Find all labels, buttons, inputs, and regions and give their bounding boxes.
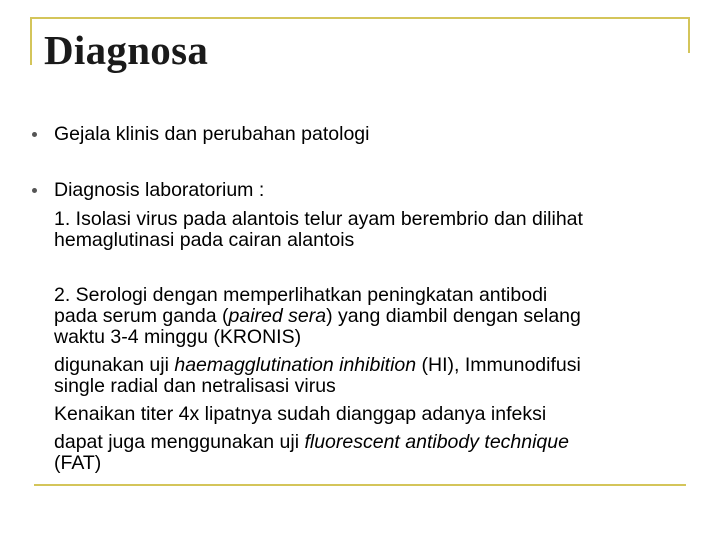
serology-line-8: (FAT)	[54, 452, 102, 474]
paired-sera-term: paired sera	[228, 305, 327, 327]
hi-test-term: haemagglutination inhibition	[174, 354, 417, 376]
slide-title: Diagnosa	[44, 27, 209, 73]
virus-isolation-line-2: hemaglutinasi pada cairan alantois	[54, 229, 355, 251]
serology-line-5: single radial dan netralisasi virus	[54, 375, 336, 397]
serology-line-1: 2. Serologi dengan memperlihatkan peningkatan antibodi	[54, 284, 548, 306]
serology-line-3: waktu 3-4 minggu (KRONIS)	[54, 326, 302, 348]
serology-line-4: digunakan uji haemagglutination inhibition (HI), Immunodifusi	[54, 354, 581, 376]
serology-line-7: dapat juga menggunakan uji fluorescent antibody technique	[54, 431, 569, 453]
bullet-dot	[32, 132, 37, 137]
top-border-line	[30, 17, 690, 19]
serology-line-2: pada serum ganda (paired sera) yang diambil dengan selang	[54, 305, 581, 327]
fat-term: fluorescent antibody technique	[304, 431, 569, 453]
left-border-line	[30, 17, 32, 65]
virus-isolation-line-1: 1. Isolasi virus pada alantois telur ayam berembrio dan dilihat	[54, 208, 583, 230]
right-border-line	[688, 17, 690, 53]
bullet-clinical-signs: Gejala klinis dan perubahan patologi	[54, 123, 370, 145]
bullet-dot	[32, 188, 37, 193]
serology-line-6: Kenaikan titer 4x lipatnya sudah dianggap adanya infeksi	[54, 403, 547, 425]
bullet-lab-diagnosis: Diagnosis laboratorium :	[54, 179, 265, 201]
bottom-divider-line	[34, 484, 686, 486]
